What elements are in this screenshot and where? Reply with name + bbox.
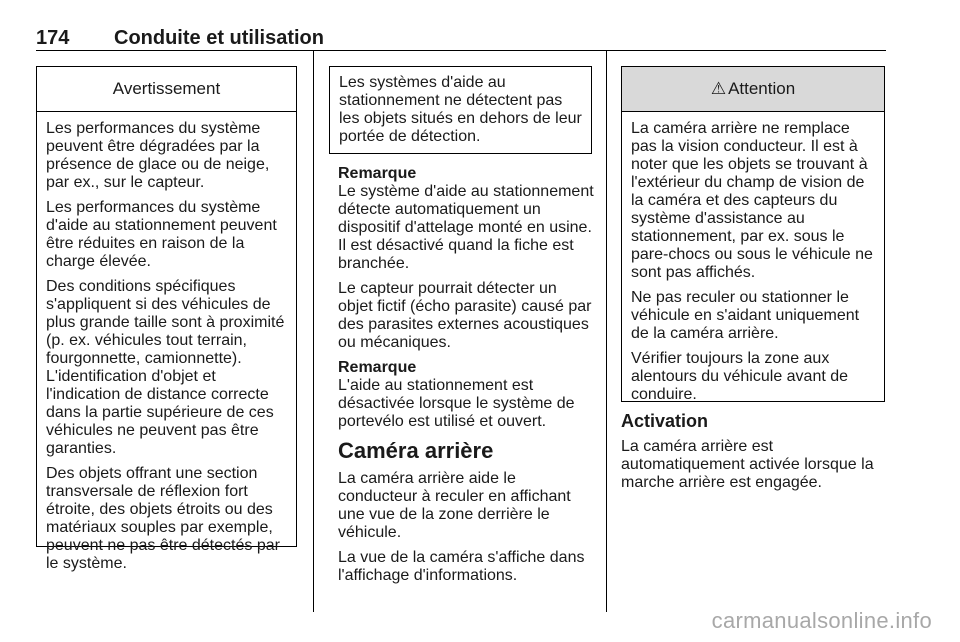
header-rule	[36, 50, 886, 51]
remark-text-2: L'aide au stationnement est désactivée lorsque le système de portevélo est utilisé et ouvert.	[338, 377, 575, 430]
warning-paragraph-2: Les performances du système d'aide au stationnement peuvent être réduites en raison de la charge élevée.	[46, 199, 277, 270]
activation-paragraph: La caméra arrière est automatiquement activée lorsque la marche arrière est engagée.	[621, 438, 874, 491]
activation-heading: Activation	[621, 411, 709, 431]
remark-text-1: Le système d'aide au stationnement détecte automatiquement un dispositif d'attelage monté en usine. Il est désactivé quand la fiche est branchée.	[338, 183, 594, 272]
remark-label-1: Remarque	[338, 165, 417, 182]
watermark: carmanualsonline.info	[711, 608, 932, 633]
attention-box	[621, 66, 885, 402]
page-number: 174	[36, 27, 70, 49]
attention-heading	[622, 67, 884, 112]
warning-paragraph-4: Des objets offrant une section transversale de réflexion fort étroite, des objets étroits ou des matériaux souples par exemple, peuvent ne pas être détectés par le système.	[46, 465, 280, 572]
warning-paragraph-1: Les performances du système peuvent être dégradées par la présence de glace ou de neige, par ex., sur le capteur.	[46, 120, 270, 191]
attention-paragraph-2: Ne pas reculer ou stationner le véhicule en s'aidant uniquement de la caméra arrière.	[631, 289, 860, 342]
page-header	[36, 26, 886, 50]
attention-paragraph-3: Vérifier toujours la zone aux alentours du véhicule avant de conduire.	[631, 350, 849, 403]
column-divider-right	[606, 51, 607, 612]
section-heading-rear-camera: Caméra arrière	[338, 438, 494, 463]
sensor-paragraph: Le capteur pourrait détecter un objet fictif (écho parasite) causé par des parasites externes acoustiques ou mécaniques.	[338, 280, 592, 351]
attention-heading-label: Attention	[728, 79, 796, 98]
warning-paragraph-3: Des conditions spécifiques s'appliquent si des véhicules de plus grande taille sont à proximité (p. ex. véhicules tout terrain, fourgonnette, camionnette). L'identification d'objet et l'indication de distance correcte dans la partie supérieure de ces véhicules ne peuvent pas être garanties.	[46, 278, 285, 457]
rear-camera-paragraph-2: La vue de la caméra s'affiche dans l'affichage d'informations.	[338, 549, 585, 584]
page-title: Conduite et utilisation	[114, 27, 324, 49]
detection-range-text: Les systèmes d'aide au stationnement ne détectent pas les objets situés en dehors de leur portée de détection.	[339, 74, 582, 145]
warning-triangle-icon: ⚠	[710, 79, 727, 98]
remark-label-2: Remarque	[338, 359, 417, 376]
middle-column-text	[338, 165, 594, 592]
warning-heading: Avertissement	[37, 67, 296, 112]
column-divider-left	[313, 51, 314, 612]
detection-range-box	[329, 66, 592, 154]
warning-box	[36, 66, 297, 572]
activation-section	[621, 410, 883, 499]
rear-camera-paragraph-1: La caméra arrière aide le conducteur à reculer en affichant une vue de la zone derrière le véhicule.	[338, 470, 571, 541]
attention-paragraph-1: La caméra arrière ne remplace pas la vision conducteur. Il est à noter que les objets se trouvant à l'extérieur du champ de vision de la caméra et des capteurs du système d'assistance au stationnement, par ex. sous le pare-chocs ou sous le véhicule ne sont pas affichés.	[631, 120, 873, 281]
